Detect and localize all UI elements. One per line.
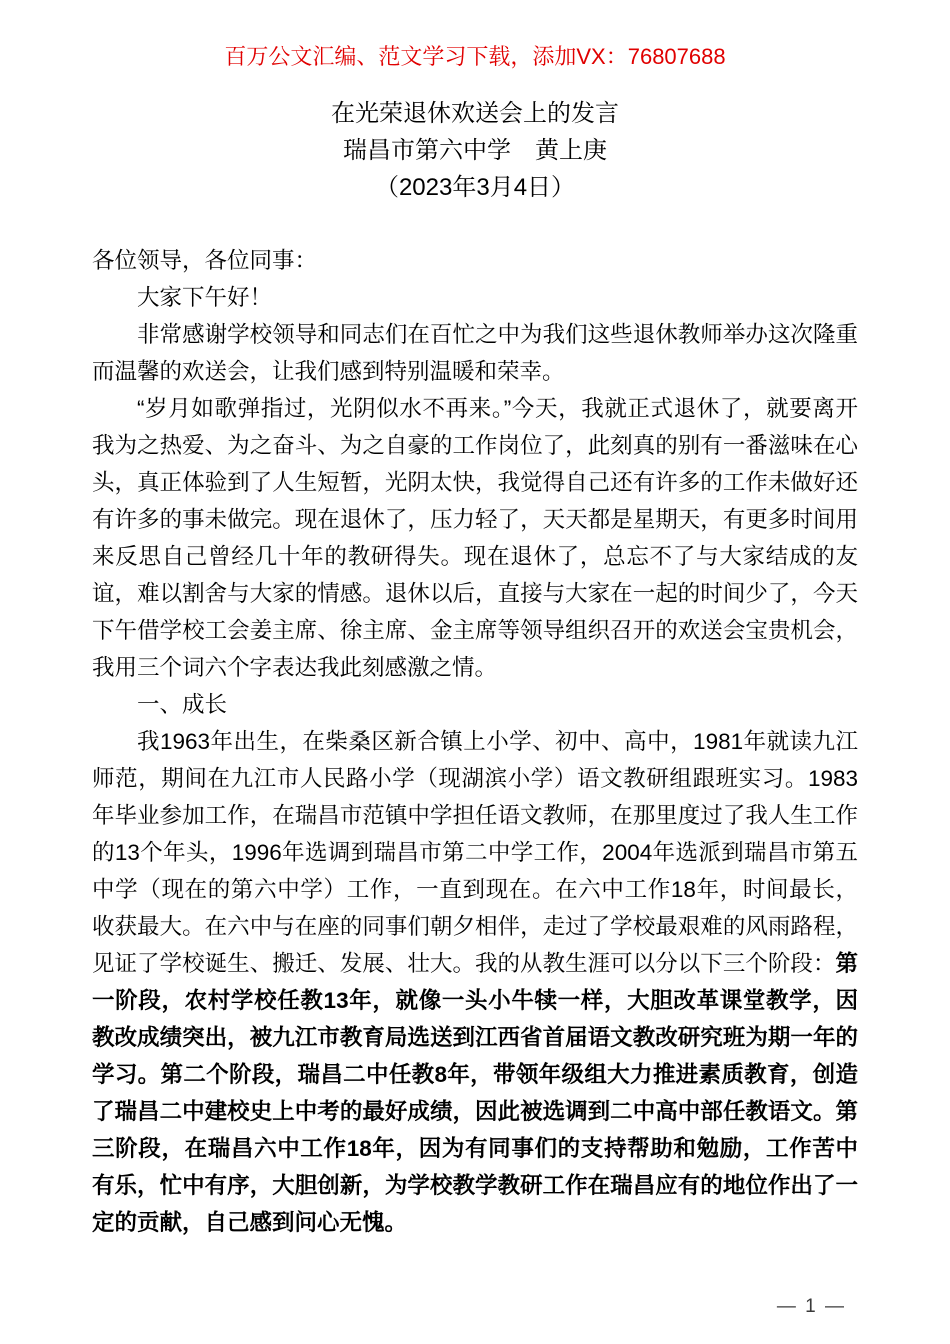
paragraph-text: 一、成长: [137, 692, 228, 717]
document-body: [92, 242, 858, 1241]
paragraph-retirement-reflection: [92, 390, 858, 686]
paragraph-thanks: [92, 316, 858, 390]
document-heading: [0, 95, 950, 206]
paragraph-text: “岁月如歌弹指过，光阴似水不再来。”今天，我就正式退休了，就要离开我为之热爱、为之奋斗、为之自豪的工作岗位了，此刻真的别有一番滋味在心头，真正体验到了人生短暂，光阴太快，我觉得自己还有许多的工作未做好还有许多的事未做完。现在退休了，压力轻了，天天都是星期天，有更多时间用来反思自己曾经几十年的教研得失。现在退休了，总忘不了与大家结成的友谊，难以割舍与大家的情感。退休以后，直接与大家在一起的时间少了，今天下午借学校工会姜主席、徐主席、金主席等领导组织召开的欢送会宝贵机会，我用三个词六个字表达我此刻感激之情。: [92, 396, 858, 680]
promo-notice: 百万公文汇编、范文学习下载，添加VX：76807688: [224, 44, 726, 69]
paragraph-text: 非常感谢学校领导和同志们在百忙之中为我们这些退休教师举办这次隆重而温馨的欢送会，让我们感到特别温暖和荣幸。: [92, 322, 858, 384]
paragraph-greeting: [92, 279, 858, 316]
section-heading-growth: [92, 686, 858, 723]
paragraph-text: 各位领导，各位同事：: [92, 248, 318, 273]
paragraph-bold-run: 第一阶段，农村学校任教13年，就像一头小牛犊一样，大胆改革课堂教学，因教改成绩突出，被九江市教育局选送到江西省首届语文教改研究班为期一年的学习。第二个阶段，瑞昌二中任教8年，带领年级组大力推进素质教育，创造了瑞昌二中建校史上中考的最好成绩，因此被选调到二中高中部任教语文。第三阶段，在瑞昌六中工作18年，因为有同事们的支持帮助和勉励，工作苦中有乐，忙中有序，大胆创新，为学校教学教研工作在瑞昌应有的地位作出了一定的贡献，自己感到问心无愧。: [92, 951, 858, 1235]
document-title: 在光荣退休欢送会上的发言: [331, 100, 619, 127]
paragraph-text: 我1963年出生，在柴桑区新合镇上小学、初中、高中，1981年就读九江师范，期间在九江市人民路小学（现湖滨小学）语文教研组跟班实习。1983年毕业参加工作，在瑞昌市范镇中学担任语文教师，在那里度过了我人生工作的13个年头，1996年选调到瑞昌市第二中学工作，2004年选派到瑞昌市第五中学（现在的第六中学）工作，一直到现在。在六中工作18年，时间最长，收获最大。在六中与在座的同事们朝夕相伴，走过了学校最艰难的风雨路程，见证了学校诞生、搬迁、发展、壮大。我的从教生涯可以分以下三个阶段：: [92, 729, 858, 976]
page-number: — 1 —: [776, 1296, 846, 1317]
date-line: （2023年3月4日）: [374, 174, 576, 201]
paragraph-text: 大家下午好！: [137, 285, 273, 310]
paragraph-salutation: [92, 242, 858, 279]
author-line: 瑞昌市第六中学 黄上庚: [343, 137, 607, 164]
paragraph-career-history: [92, 723, 858, 1241]
